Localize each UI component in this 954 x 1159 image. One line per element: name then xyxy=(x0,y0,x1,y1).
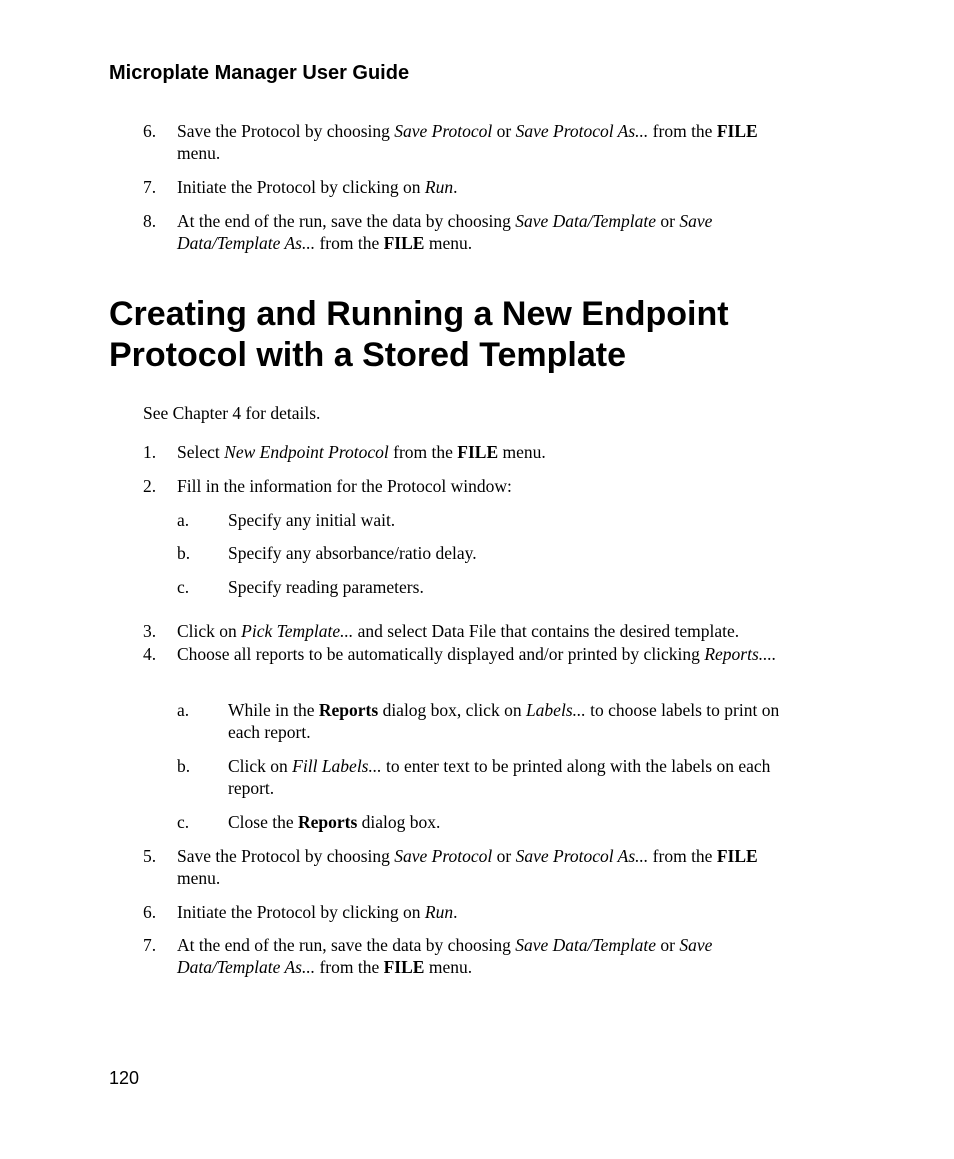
text-run: Save Protocol xyxy=(394,121,493,141)
text-run: Save Data/Template As... xyxy=(177,211,713,253)
text-run: Initiate the Protocol by clicking on xyxy=(177,177,425,197)
text-run: Save Protocol xyxy=(394,846,493,866)
text-run: to enter text to be printed along with the labels on each report. xyxy=(228,756,771,798)
list-item-text xyxy=(228,576,798,598)
text-run: FILE xyxy=(383,957,425,977)
text-run: Click on xyxy=(228,756,293,776)
list-item-text xyxy=(177,441,797,463)
list-item-number: 5. xyxy=(143,846,157,866)
list-item-text xyxy=(177,176,797,198)
list-item-number: 6. xyxy=(143,121,157,141)
text-run: Save Data/Template As... xyxy=(177,935,713,977)
text-run: dialog box, click on xyxy=(378,700,526,720)
text-run: or xyxy=(492,846,516,866)
list-item-number: 6. xyxy=(143,902,157,922)
text-run: Reports.... xyxy=(704,644,777,664)
text-run: Fill in the information for the Protocol window: xyxy=(177,476,512,496)
text-run: . xyxy=(453,177,458,197)
list-item-text xyxy=(177,210,797,254)
text-run: from the xyxy=(648,121,717,141)
text-run: Save the Protocol by choosing xyxy=(177,121,395,141)
list-item-text xyxy=(177,475,797,497)
list-item-text xyxy=(228,509,798,531)
text-run: or xyxy=(656,935,680,955)
text-run: or xyxy=(492,121,516,141)
list-item-text xyxy=(177,643,797,665)
text-run: menu. xyxy=(177,868,221,888)
text-run: Specify any initial wait. xyxy=(228,510,396,530)
list-item-number: b. xyxy=(177,756,191,776)
list-item-number: a. xyxy=(177,510,190,530)
text-run: menu. xyxy=(498,442,546,462)
text-run: or xyxy=(656,211,680,231)
text-run: Specify reading parameters. xyxy=(228,577,424,597)
page-number: 120 xyxy=(109,1068,140,1088)
text-run: FILE xyxy=(716,121,758,141)
list-item-number: 7. xyxy=(143,177,157,197)
list-item-text xyxy=(177,620,797,642)
text-run: Select xyxy=(177,442,225,462)
list-item-number: 8. xyxy=(143,211,157,231)
page-header-title: Microplate Manager User Guide xyxy=(109,62,410,84)
list-item-text xyxy=(177,120,797,164)
text-run: New Endpoint Protocol xyxy=(224,442,389,462)
text-run: FILE xyxy=(457,442,499,462)
text-run: from the xyxy=(315,233,384,253)
list-item-text xyxy=(228,699,798,743)
list-item-number: 3. xyxy=(143,621,157,641)
text-run: from the xyxy=(388,442,458,462)
text-run: Fill Labels... xyxy=(292,756,382,776)
text-run: from the xyxy=(648,846,717,866)
list-item-text xyxy=(228,811,798,833)
list-item-number: 1. xyxy=(143,442,157,462)
text-run: Click on xyxy=(177,621,242,641)
list-item-text xyxy=(177,934,797,978)
text-run: menu. xyxy=(177,143,221,163)
text-run: FILE xyxy=(383,233,425,253)
text-run: Save the Protocol by choosing xyxy=(177,846,395,866)
text-run: Pick Template... xyxy=(241,621,354,641)
text-run: At the end of the run, save the data by choosing xyxy=(177,211,516,231)
text-run: to choose labels to print on each report. xyxy=(228,700,780,742)
list-item-number: a. xyxy=(177,700,190,720)
text-run: and select Data File that contains the desired template. xyxy=(353,621,740,641)
text-run: FILE xyxy=(716,846,758,866)
text-run: Run xyxy=(424,177,454,197)
text-run: At the end of the run, save the data by choosing xyxy=(177,935,516,955)
text-run: Save Protocol As... xyxy=(515,121,649,141)
list-item-number: 4. xyxy=(143,644,157,664)
text-run: dialog box. xyxy=(357,812,441,832)
text-run: menu. xyxy=(424,233,473,253)
list-item-number: 2. xyxy=(143,476,157,496)
section-intro: See Chapter 4 for details. xyxy=(143,403,321,423)
text-run: menu. xyxy=(424,957,473,977)
text-run: Save Data/Template xyxy=(515,211,657,231)
list-item-number: b. xyxy=(177,543,191,563)
text-run: Labels... xyxy=(525,700,586,720)
text-run: Run xyxy=(424,902,454,922)
text-run: Close the xyxy=(228,812,298,832)
list-item-text xyxy=(177,845,797,889)
text-run: from the xyxy=(315,957,384,977)
text-run: Save Protocol As... xyxy=(515,846,649,866)
list-item-number: c. xyxy=(177,577,190,597)
text-run: Reports xyxy=(318,700,379,720)
text-run: While in the xyxy=(228,700,319,720)
text-run: Reports xyxy=(298,812,358,832)
list-item-text xyxy=(228,542,798,564)
list-item-number: c. xyxy=(177,812,190,832)
section-heading: Creating and Running a New Endpoint Protocol with a Stored Template xyxy=(109,295,729,374)
text-run: Specify any absorbance/ratio delay. xyxy=(228,543,477,563)
list-item-text xyxy=(177,901,797,923)
list-item-text xyxy=(228,755,798,799)
text-run: Save Data/Template xyxy=(515,935,657,955)
text-run: . xyxy=(453,902,458,922)
list-item-number: 7. xyxy=(143,935,157,955)
text-run: Initiate the Protocol by clicking on xyxy=(177,902,425,922)
text-run: Choose all reports to be automatically displayed and/or printed by clicking xyxy=(177,644,705,664)
